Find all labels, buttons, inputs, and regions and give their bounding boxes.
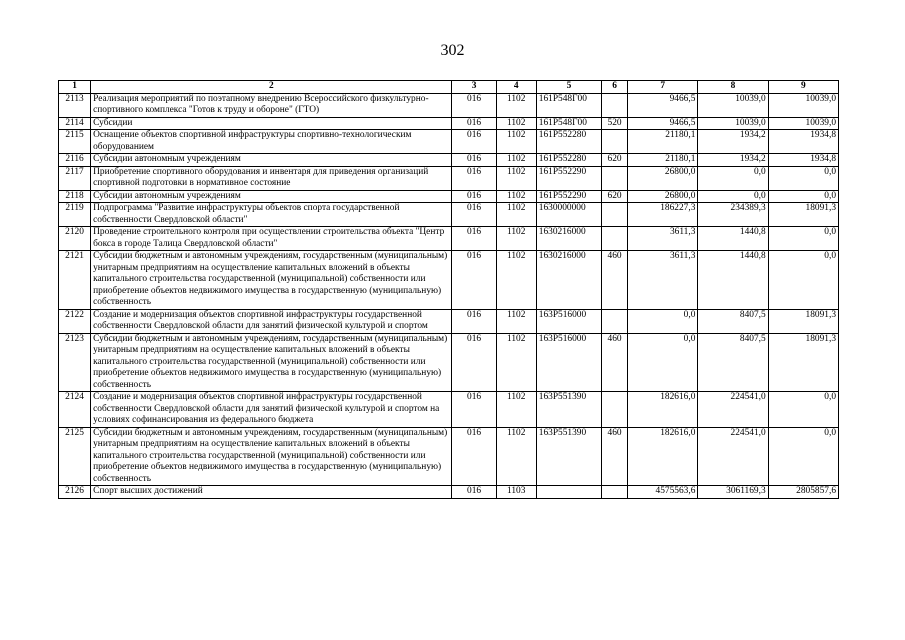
target-article-code: 1630216000 [536,251,601,310]
admin-code: 016 [452,154,496,167]
target-article-code: 163P516000 [536,333,601,392]
target-article-code: 163P551390 [536,392,601,428]
table-row [59,486,839,499]
amount-year-3: 0,0 [768,166,838,190]
admin-code: 016 [452,93,496,117]
row-number: 2122 [59,309,91,333]
row-description: Субсидии бюджетным и автономным учреждениям, государственным (муниципальным) унитарным предприятиям на осуществление капитальных вложений в объекты капитального строительства государственной (муниципальной) собственности или приобретение объектов недвижимого имущества в государственную (муниципальную) собственность [91,251,452,310]
target-article-code: 1630000000 [536,203,601,227]
col-header-6: 6 [602,81,628,94]
table-body [59,93,839,498]
target-article-code: 161P548Г00 [536,93,601,117]
row-number: 2113 [59,93,91,117]
row-description: Субсидии бюджетным и автономным учреждениям, государственным (муниципальным) унитарным предприятиям на осуществление капитальных вложений в объекты капитального строительства государственной (муниципальной) собственности или приобретение объектов недвижимого имущества в государственную (муниципальную) собственность [91,427,452,486]
section-code: 1102 [496,227,536,251]
section-code: 1102 [496,154,536,167]
admin-code: 016 [452,392,496,428]
expense-type-code [602,309,628,333]
expense-type-code [602,203,628,227]
budget-table [58,80,839,499]
row-description: Субсидии [91,117,452,130]
amount-year-3: 0,0 [768,227,838,251]
amount-year-2: 8407,5 [698,333,768,392]
row-description: Создание и модернизация объектов спортивной инфраструктуры государственной собственности Свердловской области для занятий физической культурой и спортом на условиях софинансирования из федерального бюджета [91,392,452,428]
row-description: Субсидии автономным учреждениям [91,154,452,167]
col-header-8: 8 [698,81,768,94]
row-description: Оснащение объектов спортивной инфраструктуры спортивно-технологическим оборудованием [91,130,452,154]
section-code: 1102 [496,333,536,392]
table-header-row [59,81,839,94]
row-description: Субсидии бюджетным и автономным учреждениям, государственным (муниципальным) унитарным предприятиям на осуществление капитальных вложений в объекты капитального строительства государственной (муниципальной) собственности или приобретение объектов недвижимого имущества в государственную (муниципальную) собственность [91,333,452,392]
amount-year-2: 8407,5 [698,309,768,333]
amount-year-2: 10039,0 [698,93,768,117]
col-header-2: 2 [91,81,452,94]
row-number: 2118 [59,190,91,203]
table-row [59,117,839,130]
row-number: 2124 [59,392,91,428]
section-code: 1103 [496,486,536,499]
amount-year-1: 26800,0 [628,190,698,203]
row-number: 2115 [59,130,91,154]
amount-year-3: 0,0 [768,251,838,310]
amount-year-1: 3611,3 [628,227,698,251]
expense-type-code [602,392,628,428]
admin-code: 016 [452,203,496,227]
amount-year-1: 186227,3 [628,203,698,227]
row-description: Спорт высших достижений [91,486,452,499]
target-article-code: 161P552290 [536,166,601,190]
amount-year-3: 1934,8 [768,154,838,167]
amount-year-3: 18091,3 [768,309,838,333]
amount-year-2: 0,0 [698,166,768,190]
amount-year-3: 0,0 [768,190,838,203]
amount-year-3: 0,0 [768,392,838,428]
expense-type-code [602,227,628,251]
table-row [59,251,839,310]
row-description: Проведение строительного контроля при осуществлении строительства объекта "Центр бокса в городе Талица Свердловской области" [91,227,452,251]
row-number: 2123 [59,333,91,392]
row-number: 2114 [59,117,91,130]
amount-year-2: 1934,2 [698,154,768,167]
amount-year-1: 4575563,6 [628,486,698,499]
amount-year-1: 3611,3 [628,251,698,310]
amount-year-1: 182616,0 [628,427,698,486]
amount-year-2: 0,0 [698,190,768,203]
col-header-5: 5 [536,81,601,94]
amount-year-3: 18091,3 [768,203,838,227]
table-row [59,154,839,167]
amount-year-3: 0,0 [768,427,838,486]
section-code: 1102 [496,203,536,227]
section-code: 1102 [496,93,536,117]
section-code: 1102 [496,427,536,486]
row-description: Субсидии автономным учреждениям [91,190,452,203]
amount-year-1: 26800,0 [628,166,698,190]
table-row [59,309,839,333]
row-number: 2119 [59,203,91,227]
section-code: 1102 [496,166,536,190]
admin-code: 016 [452,166,496,190]
expense-type-code [602,486,628,499]
expense-type-code: 520 [602,117,628,130]
table-row [59,93,839,117]
target-article-code: 163P551390 [536,427,601,486]
table-row [59,203,839,227]
amount-year-3: 10039,0 [768,117,838,130]
admin-code: 016 [452,251,496,310]
amount-year-2: 10039,0 [698,117,768,130]
row-description: Реализация мероприятий по поэтапному внедрению Всероссийского физкультурно-спортивного комплекса "Готов к труду и обороне" (ГТО) [91,93,452,117]
row-number: 2116 [59,154,91,167]
expense-type-code: 460 [602,251,628,310]
amount-year-3: 18091,3 [768,333,838,392]
table-row [59,227,839,251]
amount-year-1: 9466,5 [628,117,698,130]
row-number: 2125 [59,427,91,486]
admin-code: 016 [452,190,496,203]
target-article-code: 161P552290 [536,190,601,203]
table-row [59,333,839,392]
amount-year-1: 0,0 [628,333,698,392]
row-number: 2126 [59,486,91,499]
admin-code: 016 [452,309,496,333]
row-description: Подпрограмма "Развитие инфраструктуры объектов спорта государственной собственности Свердловской области" [91,203,452,227]
col-header-4: 4 [496,81,536,94]
target-article-code [536,486,601,499]
col-header-9: 9 [768,81,838,94]
admin-code: 016 [452,486,496,499]
amount-year-3: 1934,8 [768,130,838,154]
target-article-code: 161P552280 [536,130,601,154]
col-header-3: 3 [452,81,496,94]
row-description: Приобретение спортивного оборудования и инвентаря для приведения организаций спортивной подготовки в нормативное состояние [91,166,452,190]
admin-code: 016 [452,333,496,392]
target-article-code: 161P548Г00 [536,117,601,130]
amount-year-1: 0,0 [628,309,698,333]
amount-year-2: 234389,3 [698,203,768,227]
row-number: 2120 [59,227,91,251]
page-number: 302 [440,42,465,59]
section-code: 1102 [496,117,536,130]
amount-year-3: 2805857,6 [768,486,838,499]
table-row [59,166,839,190]
admin-code: 016 [452,117,496,130]
expense-type-code [602,93,628,117]
amount-year-2: 1934,2 [698,130,768,154]
amount-year-2: 224541,0 [698,392,768,428]
amount-year-2: 3061169,3 [698,486,768,499]
expense-type-code: 620 [602,154,628,167]
expense-type-code: 620 [602,190,628,203]
admin-code: 016 [452,130,496,154]
expense-type-code: 460 [602,333,628,392]
section-code: 1102 [496,251,536,310]
table-row [59,190,839,203]
section-code: 1102 [496,130,536,154]
table-row [59,392,839,428]
amount-year-2: 224541,0 [698,427,768,486]
amount-year-2: 1440,8 [698,227,768,251]
section-code: 1102 [496,309,536,333]
row-number: 2121 [59,251,91,310]
col-header-1: 1 [59,81,91,94]
amount-year-1: 182616,0 [628,392,698,428]
amount-year-1: 9466,5 [628,93,698,117]
admin-code: 016 [452,227,496,251]
expense-type-code [602,166,628,190]
col-header-7: 7 [628,81,698,94]
table-row [59,130,839,154]
amount-year-2: 1440,8 [698,251,768,310]
section-code: 1102 [496,392,536,428]
admin-code: 016 [452,427,496,486]
row-number: 2117 [59,166,91,190]
target-article-code: 161P552280 [536,154,601,167]
row-description: Создание и модернизация объектов спортивной инфраструктуры государственной собственности Свердловской области для занятий физической культурой и спортом [91,309,452,333]
expense-type-code [602,130,628,154]
table-row [59,427,839,486]
target-article-code: 163P516000 [536,309,601,333]
amount-year-1: 21180,1 [628,130,698,154]
target-article-code: 1630216000 [536,227,601,251]
section-code: 1102 [496,190,536,203]
expense-type-code: 460 [602,427,628,486]
amount-year-3: 10039,0 [768,93,838,117]
amount-year-1: 21180,1 [628,154,698,167]
